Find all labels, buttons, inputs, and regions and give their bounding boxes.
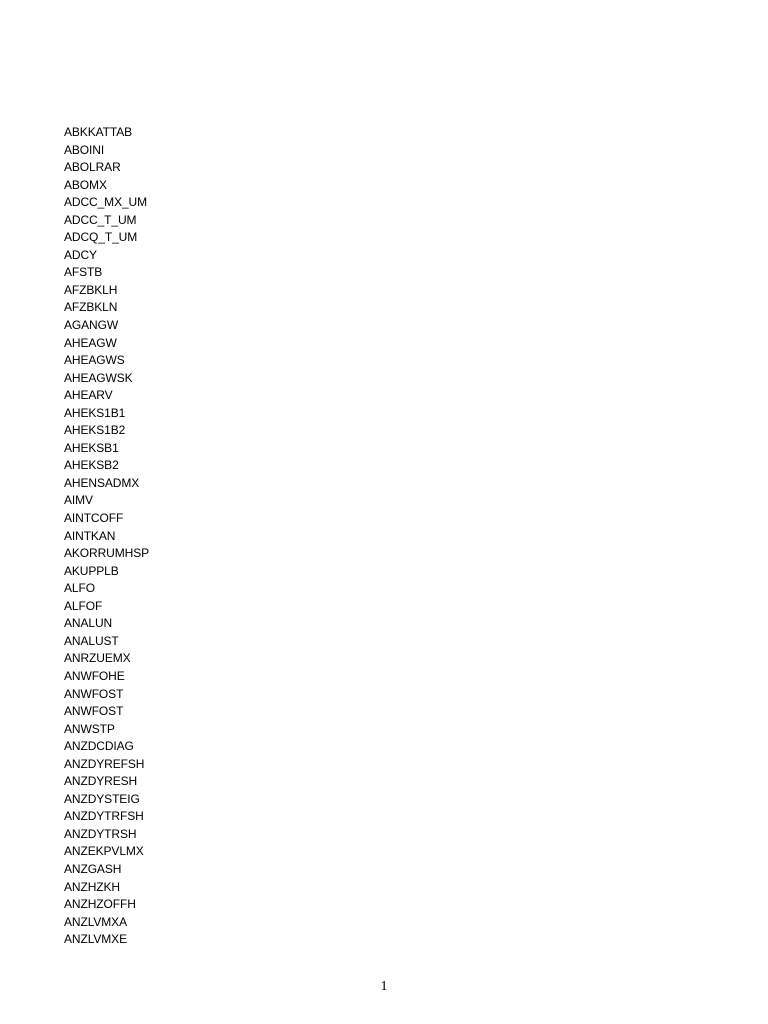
list-item: ADCY xyxy=(64,247,97,262)
list-item: ANWFOHE xyxy=(64,668,125,683)
term-list xyxy=(64,124,149,949)
list-item: AFZBKLN xyxy=(64,300,118,315)
list-item: ANWFOST xyxy=(64,704,124,719)
list-item: ALFO xyxy=(64,581,95,596)
list-item: AHEARV xyxy=(64,388,113,403)
list-item: AFSTB xyxy=(64,265,103,280)
list-item: AHEAGWSK xyxy=(64,370,133,385)
list-item: AGANGW xyxy=(64,318,119,333)
list-item: ANRZUEMX xyxy=(64,651,131,666)
list-item: AHEKS1B2 xyxy=(64,423,126,438)
list-item: ABOLRAR xyxy=(64,160,121,175)
list-item: AINTCOFF xyxy=(64,511,124,526)
list-item: AKUPPLB xyxy=(64,563,119,578)
list-item: ABOMX xyxy=(64,177,107,192)
list-item: ANWSTP xyxy=(64,721,115,736)
list-item: ANZLVMXA xyxy=(64,914,127,929)
list-item: ALFOF xyxy=(64,598,103,613)
list-item: AHENSADMX xyxy=(64,475,140,490)
list-item: ANALUST xyxy=(64,633,119,648)
list-item: ANZEKPVLMX xyxy=(64,844,144,859)
list-item: ANZLVMXE xyxy=(64,932,127,947)
list-item: ANALUN xyxy=(64,616,113,631)
list-item: AHEAGW xyxy=(64,335,117,350)
list-item: ANZDYREFSH xyxy=(64,756,145,771)
list-item: ANZGASH xyxy=(64,861,122,876)
list-item: ADCQ_T_UM xyxy=(64,230,138,245)
list-item: ABOINI xyxy=(64,142,105,157)
list-item: ABKKATTAB xyxy=(64,125,133,139)
list-item: ANZDCDIAG xyxy=(64,739,134,754)
list-item: ANZHZOFFH xyxy=(64,897,136,912)
list-item: AFZBKLH xyxy=(64,282,118,297)
list-item: ANZDYRESH xyxy=(64,774,138,789)
list-item: AHEAGWS xyxy=(64,353,125,368)
list-item: AHEKS1B1 xyxy=(64,405,126,420)
list-item: AHEKSB2 xyxy=(64,458,119,473)
list-item: ADCC_MX_UM xyxy=(64,195,148,210)
list-item: ANWFOST xyxy=(64,686,124,701)
page-number: 1 xyxy=(380,979,388,994)
list-item: ANZHZKH xyxy=(64,879,120,894)
list-item: AHEKSB1 xyxy=(64,440,119,455)
list-item: AINTKAN xyxy=(64,528,116,543)
list-item: AKORRUMHSP xyxy=(64,546,150,561)
list-item: ANZDYTRFSH xyxy=(64,809,144,824)
list-item: ADCC_T_UM xyxy=(64,212,137,227)
list-item: ANZDYTRSH xyxy=(64,826,137,841)
list-item: AIMV xyxy=(64,493,93,508)
list-item: ANZDYSTEIG xyxy=(64,791,140,806)
